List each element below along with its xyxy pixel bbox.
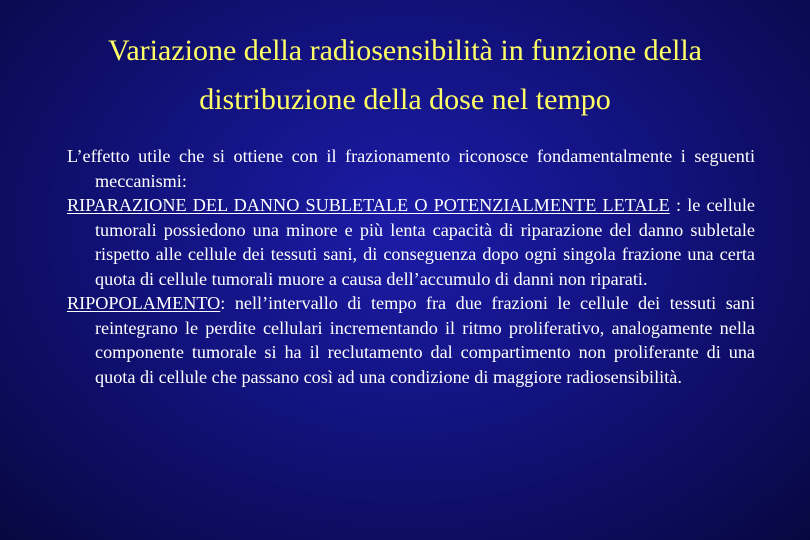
slide-title-line-2: distribuzione della dose nel tempo: [199, 83, 611, 116]
ripopolamento-paragraph: [67, 291, 755, 389]
riparazione-paragraph: [67, 193, 755, 291]
intro-paragraph: [67, 144, 755, 193]
riparazione-label: RIPARAZIONE DEL DANNO SUBLETALE O POTENZIALMENTE LETALE: [67, 195, 670, 215]
slide-title-line-1: Variazione della radiosensibilità in funzione della: [108, 34, 702, 67]
intro-text: L’effetto utile che si ottiene con il frazionamento riconosce fondamentalmente i seguenti meccanismi:: [67, 146, 755, 191]
ripopolamento-text: : nell’intervallo di tempo fra due frazioni le cellule dei tessuti sani reintegrano le perdite cellulari incrementando il ritmo proliferativo, analogamente nella componente tumorale si ha il reclutamento dal compartimento non proliferante di una quota di cellule che passano così ad una condizione di maggiore radiosensibilità.: [95, 293, 755, 387]
slide-body: [67, 144, 755, 389]
riparazione-text: : le cellule tumorali possiedono una minore e più lenta capacità di riparazione del danno subletale rispetto alle cellule dei tessuti sani, di conseguenza dopo ogni singola frazione una certa quota di cellule tumorali muore a causa dell’accumulo di danni non riparati.: [95, 195, 755, 289]
ripopolamento-label: RIPOPOLAMENTO: [67, 293, 221, 313]
slide-title: [0, 26, 810, 124]
